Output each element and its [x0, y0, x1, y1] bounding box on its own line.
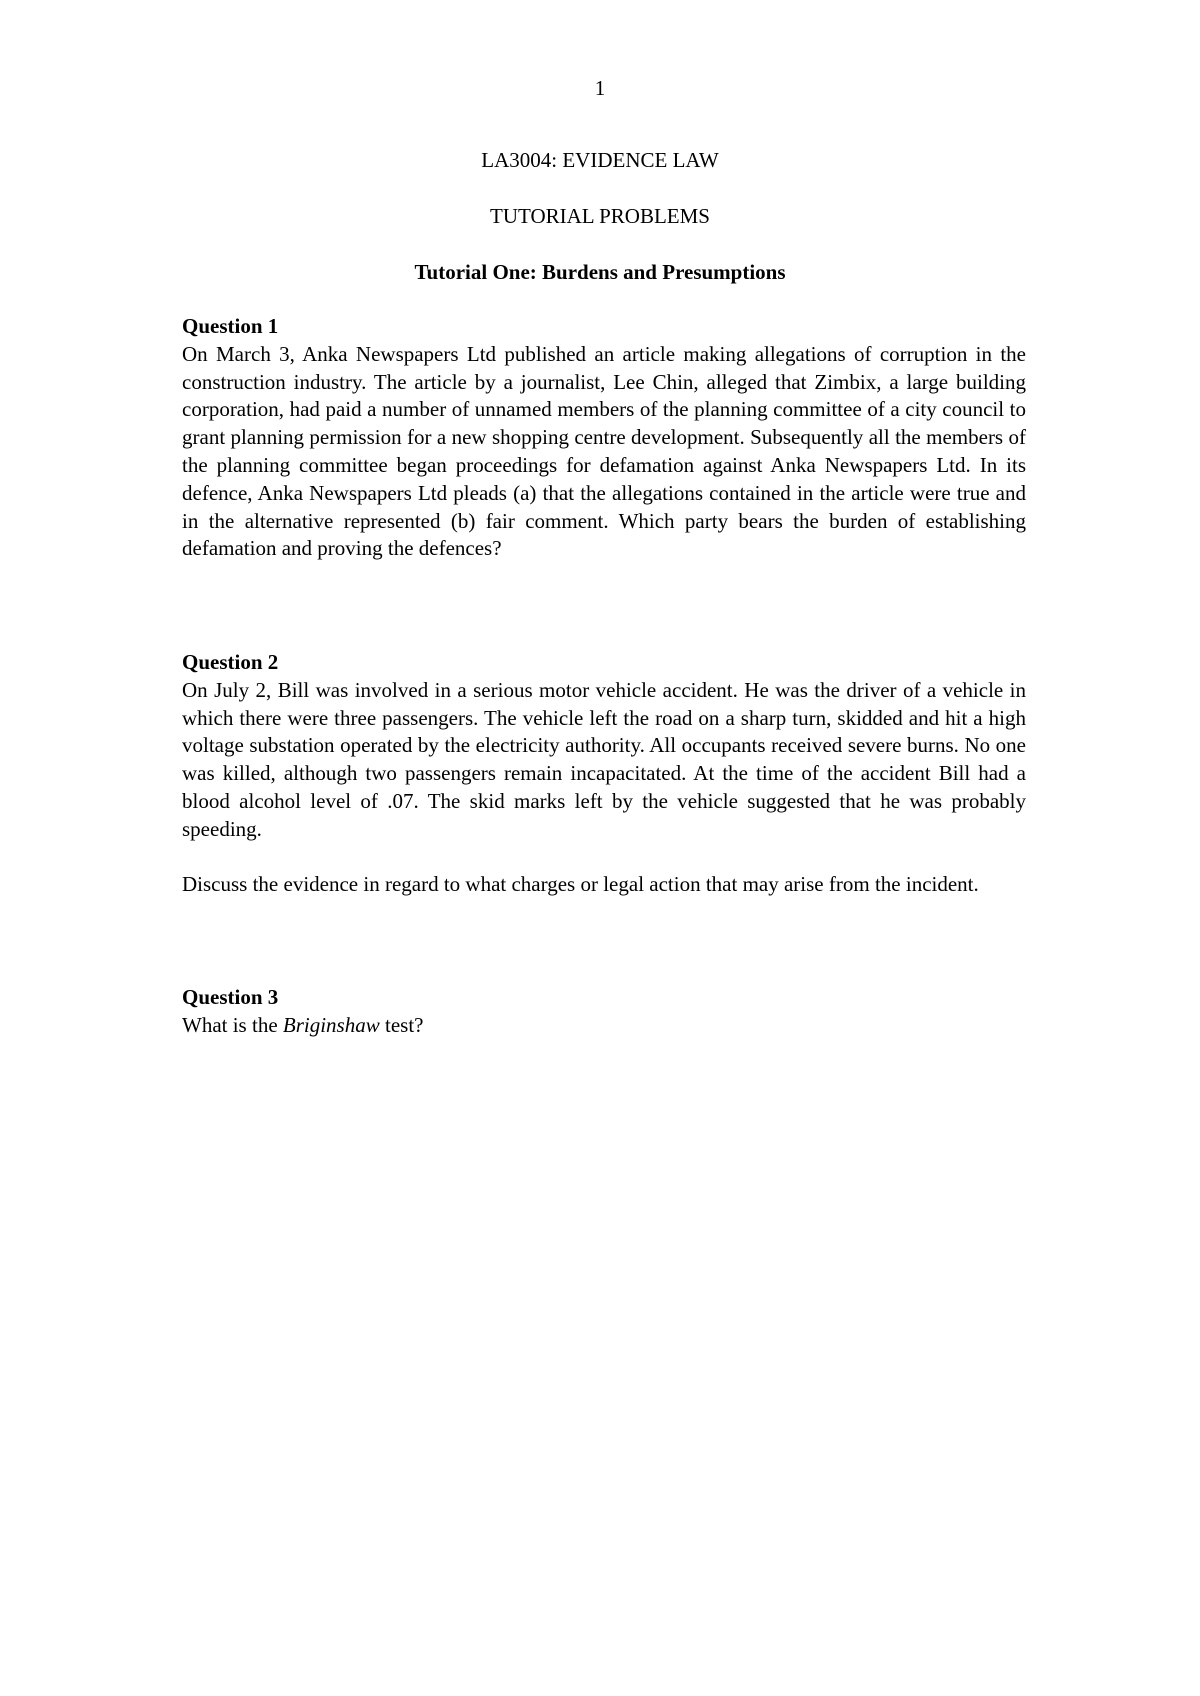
- question-3-heading: Question 3: [182, 985, 279, 1009]
- question-2-heading: Question 2: [182, 650, 279, 674]
- page-number: 1: [594, 76, 606, 100]
- question-2-section: [182, 649, 1026, 899]
- paragraph-gap: [182, 844, 1026, 872]
- question-2-instruction: Discuss the evidence in regard to what charges or legal action that may arise from the incident.: [182, 872, 979, 897]
- question-3-text: [182, 1012, 1026, 1040]
- question-1-text: On March 3, Anka Newspapers Ltd published an article making allegations of corruption in the construction industry. The article by a journalist, Lee Chin, alleged that Zimbix, a large building corporation, had paid a number of unnamed members of the planning committee of a city council to grant planning permission for a new shopping centre development. Subsequently all the members of the planning committee began proceedings for defamation against Anka Newspapers Ltd. In its defence, Anka Newspapers Ltd pleads (a) that the allegations contained in the article were true and in the alternative represented (b) fair comment. Which party bears the burden of establishing defamation and proving the defences?: [182, 341, 1026, 561]
- question-2-text: On July 2, Bill was involved in a serious motor vehicle accident. He was the driver of a vehicle in which there were three passengers. The vehicle left the road on a sharp turn, skidded and hit a high voltage substation operated by the electricity authority. All occupants received severe burns. No one was killed, although two passengers remain incapacitated. At the time of the accident Bill had a blood alcohol level of .07. The skid marks left by the vehicle suggested that he was probably speeding.: [182, 677, 1026, 841]
- document-title: TUTORIAL PROBLEMS: [490, 204, 710, 228]
- question-3-text-before: What is the: [182, 1012, 283, 1037]
- course-title: LA3004: EVIDENCE LAW: [481, 148, 719, 172]
- question-3-section: [182, 984, 1026, 1040]
- question-1-heading: Question 1: [182, 314, 279, 338]
- question-1-section: [182, 313, 1026, 563]
- tutorial-title: Tutorial One: Burdens and Presumptions: [414, 260, 786, 284]
- case-name-briginshaw: Briginshaw: [282, 1012, 380, 1037]
- question-3-text-after: test?: [379, 1012, 424, 1037]
